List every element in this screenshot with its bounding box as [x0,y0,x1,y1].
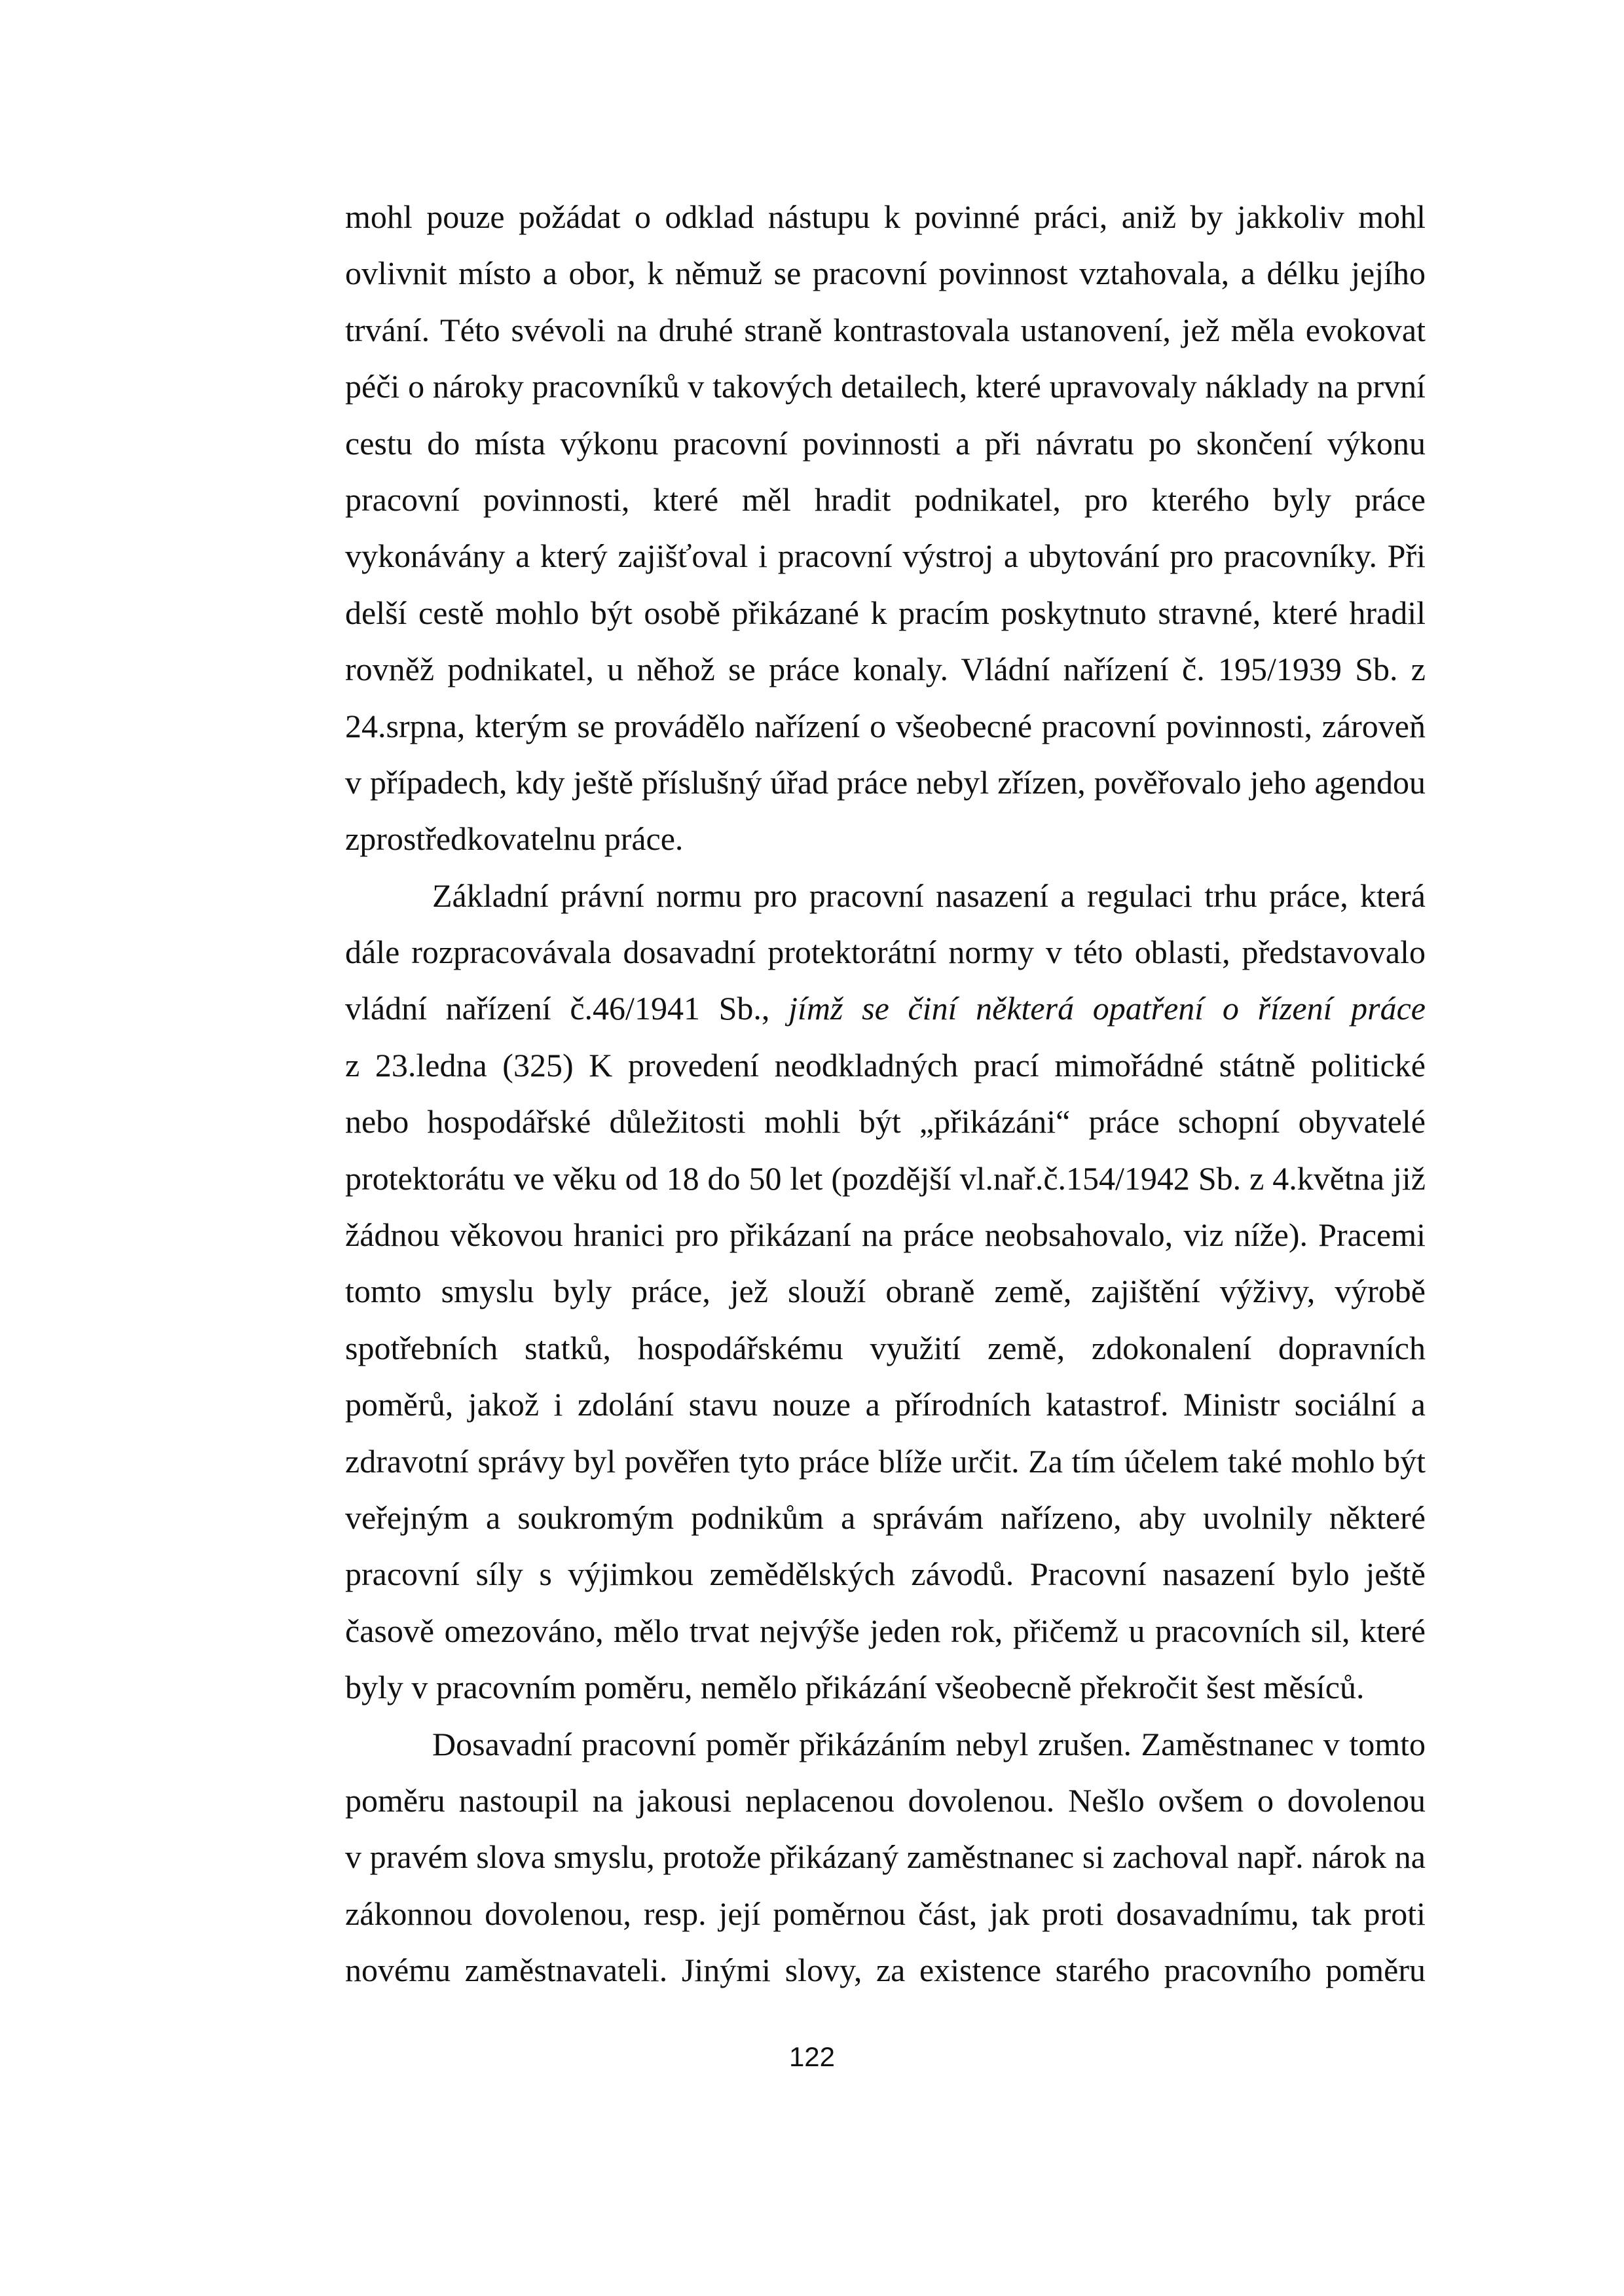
text-line: v případech, kdy ještě příslušný úřad práce nebyl zřízen, pověřovalo jeho agendou [345,763,1426,801]
text-line: vykonávány a který zajišťoval i pracovní výstroj a ubytování pro pracovníky. Při [345,538,1426,575]
text-line: delší cestě mohlo být osobě přikázané k pracím poskytnuto stravné, které hradil [345,594,1426,631]
text-line: žádnou věkovou hranici pro přikázaní na práce neobsahovalo, viz níže). Pracemi [345,1216,1426,1254]
text-line: veřejným a soukromým podnikům a správám nařízeno, aby uvolnily některé [345,1499,1426,1536]
text-run: vládní nařízení č.46/1941 Sb., [345,990,789,1027]
text-line: nebo hospodářské důležitosti mohli být „přikázáni“ práce schopní obyvatelé [345,1103,1426,1140]
text-line: Základní právní normu pro pracovní nasazení a regulaci trhu práce, která [432,877,1426,914]
text-line: mohl pouze požádat o odklad nástupu k povinné práci, aniž by jakkoliv mohl [345,198,1426,235]
text-line: poměrů, jakož i zdolání stavu nouze a přírodních katastrof. Ministr sociální a [345,1386,1426,1423]
paragraph-1 [345,189,1426,867]
text-line: trvání. Této svévoli na druhé straně kontrastovala ustanovení, jež měla evokovat [345,311,1426,348]
paragraph-3 [345,1716,1426,1999]
text-line: tomto smyslu byly práce, jež slouží obraně země, zajištění výživy, výrobě [345,1273,1426,1310]
text-line: zdravotní správy byl pověřen tyto práce blíže určit. Za tím účelem také mohlo být [345,1442,1426,1480]
text-line: zákonnou dovolenou, resp. její poměrnou část, jak proti dosavadnímu, tak proti [345,1895,1426,1932]
text-line: časově omezováno, mělo trvat nejvýše jeden rok, přičemž u pracovních sil, které [345,1612,1426,1649]
text-line: poměru nastoupil na jakousi neplacenou dovolenou. Nešlo ovšem o dovolenou [345,1781,1426,1819]
text-line: dále rozpracovávala dosavadní protektorátní normy v této oblasti, představovalo [345,934,1426,971]
text-line: rovněž podnikatel, u něhož se práce konaly. Vládní nařízení č. 195/1939 Sb. z [345,651,1426,688]
text-line: Dosavadní pracovní poměr přikázáním nebyl zrušen. Zaměstnanec v tomto [432,1725,1426,1762]
text-line: pracovní síly s výjimkou zemědělských závodů. Pracovní nasazení bylo ještě [345,1556,1426,1593]
text-line: spotřebních statků, hospodářskému využití země, zdokonalení dopravních [345,1329,1426,1366]
page-number: 122 [788,2041,836,2072]
body-text [345,189,1426,1999]
text-line: cestu do místa výkonu pracovní povinnosti a při návratu po skončení výkonu [345,424,1426,462]
text-line: pracovní povinnosti, které měl hradit podnikatel, pro kterého byly práce [345,481,1426,518]
text-line: ovlivnit místo a obor, k němuž se pracovní povinnost vztahovala, a délku jejího [345,255,1426,292]
text-line: zprostředkovatelnu práce. [345,820,684,858]
text-line: byly v pracovním poměru, nemělo přikázání všeobecně překročit šest měsíců. [345,1669,1365,1706]
text-line: v pravém slova smyslu, protože přikázaný zaměstnanec si zachoval např. nárok na [345,1838,1426,1876]
text-line: novému zaměstnavateli. Jinými slovy, za existence starého pracovního poměru [345,1952,1426,1989]
text-line-with-italic [345,980,1426,1036]
italic-title: jímž se činí některá opatření o řízení práce [788,990,1426,1027]
text-line: péči o nároky pracovníků v takových detailech, které upravovaly náklady na první [345,368,1426,405]
text-line: z 23.ledna (325) K provedení neodkladných prací mimořádné státně politické [345,1046,1426,1084]
text-line: protektorátu ve věku od 18 do 50 let (pozdější vl.nař.č.154/1942 Sb. z 4.května již [345,1159,1426,1197]
paragraph-2 [345,867,1426,1716]
text-line: 24.srpna, kterým se provádělo nařízení o všeobecné pracovní povinnosti, zároveň [345,707,1426,744]
